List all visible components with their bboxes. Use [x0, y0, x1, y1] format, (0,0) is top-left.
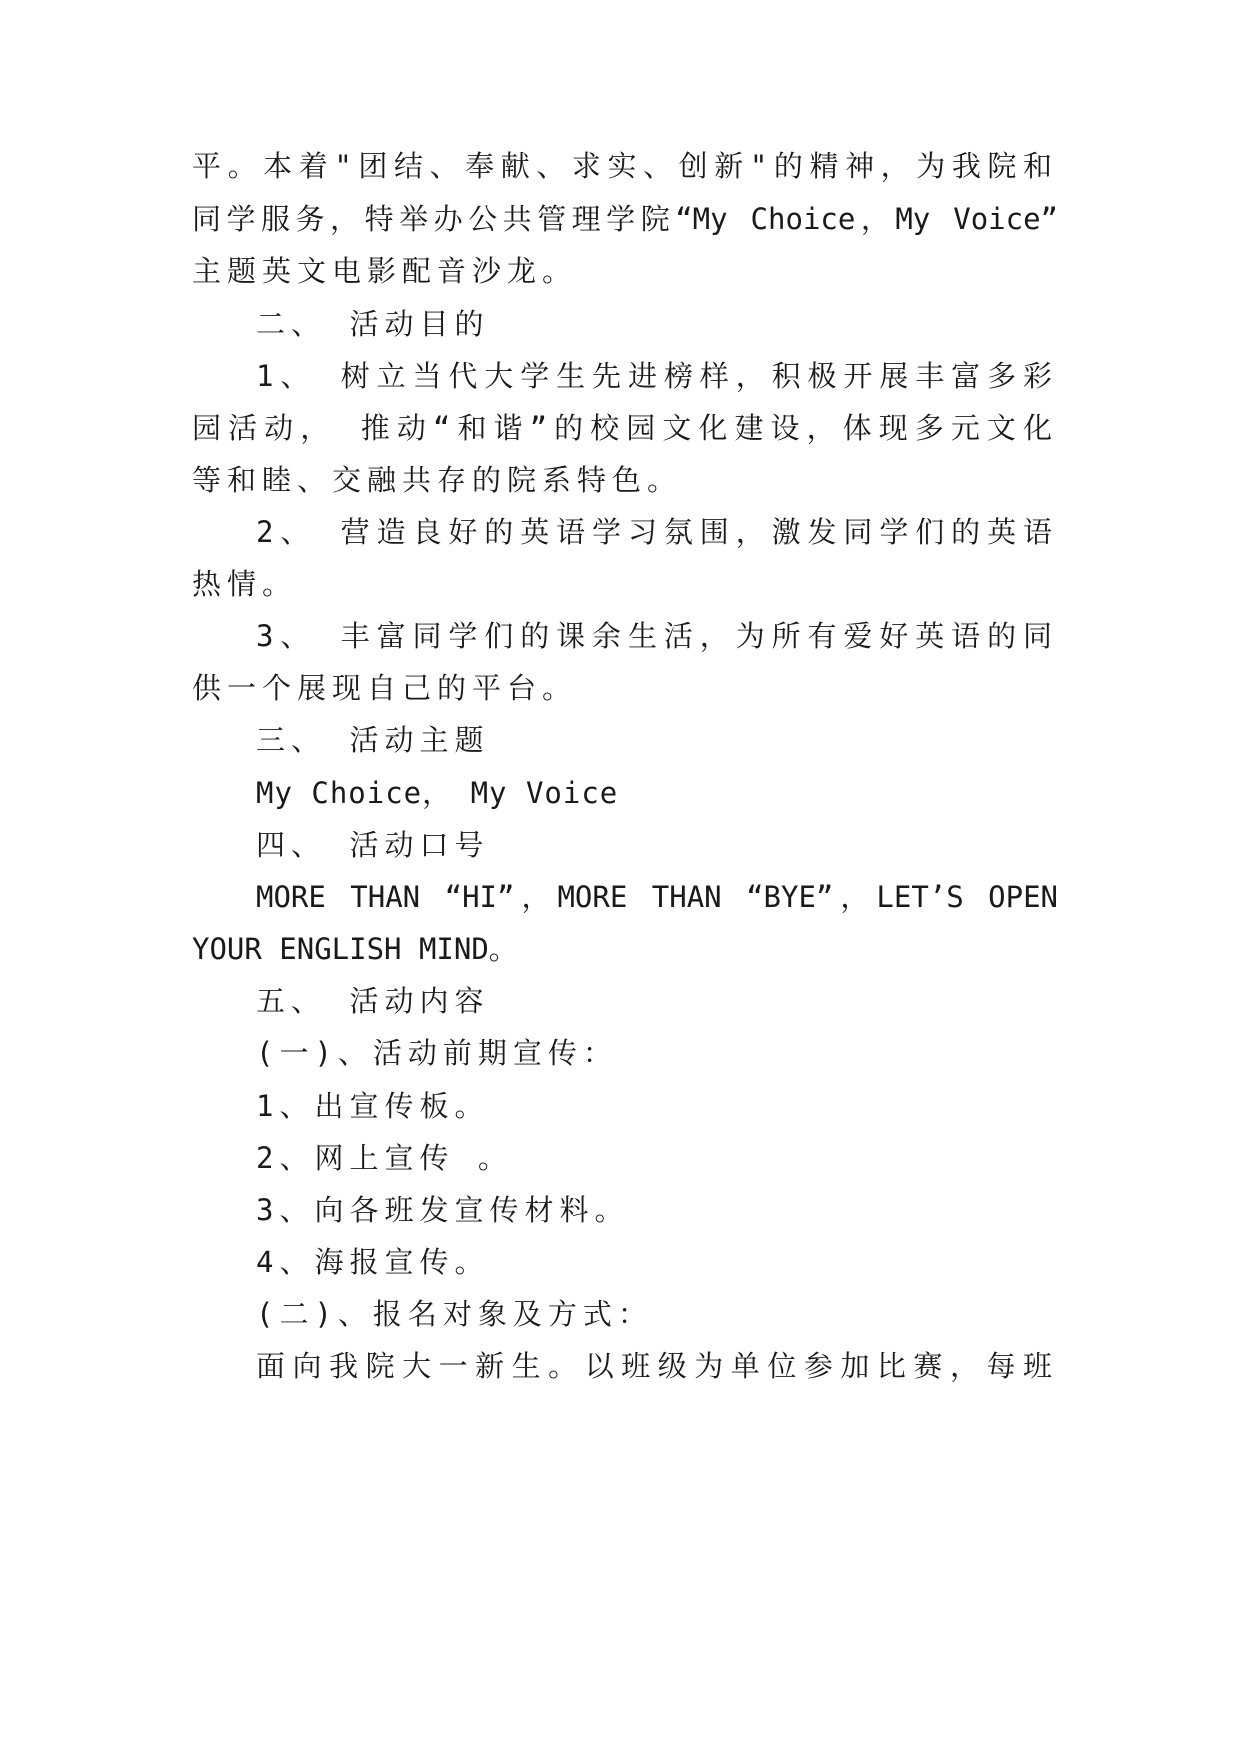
body-line-9: 热情。 — [192, 567, 298, 601]
body-line-8: 2、 营造良好的英语学习氛围，激发同学们的英语 — [256, 515, 1058, 549]
body-line-24: 面向我院大一新生。以班级为单位参加比赛，每班 — [256, 1349, 1058, 1383]
theme-text: My Choice， My Voice — [256, 776, 619, 810]
subsection-heading-1: (一)、活动前期宣传： — [256, 1036, 618, 1070]
section-heading-2: 二、 活动目的 — [256, 307, 490, 341]
slogan-line-1: MORE THAN “HI”，MORE THAN “BYE”，LET’S OPEN — [256, 880, 1058, 914]
section-heading-4: 四、 活动口号 — [256, 828, 490, 862]
section-heading-5: 五、 活动内容 — [256, 984, 490, 1018]
section-heading-3: 三、 活动主题 — [256, 723, 490, 757]
subsection-heading-2: (二)、报名对象及方式： — [256, 1297, 653, 1331]
list-item-3: 3、向各班发宣传材料。 — [256, 1193, 630, 1227]
body-line-11: 供一个展现自己的平台。 — [192, 671, 578, 705]
slogan-line-2: YOUR ENGLISH MIND。 — [192, 932, 518, 966]
body-line-5: 1、 树立当代大学生先进榜样，积极开展丰富多彩 — [256, 359, 1058, 393]
list-item-1: 1、出宣传板。 — [256, 1089, 490, 1123]
body-line-7: 等和睦、交融共存的院系特色。 — [192, 463, 683, 497]
list-item-4: 4、海报宣传。 — [256, 1245, 490, 1279]
body-line-3: 主题英文电影配音沙龙。 — [192, 254, 578, 288]
body-line-10: 3、 丰富同学们的课余生活，为所有爱好英语的同 — [256, 619, 1058, 653]
body-line-2: 同学服务，特举办公共管理学院“My Choice，My Voice” — [192, 202, 1058, 236]
body-line-1: 平。本着"团结、奉献、求实、创新"的精神，为我院和 — [192, 149, 1058, 183]
list-item-2: 2、网上宣传 。 — [256, 1141, 513, 1175]
body-line-6: 园活动， 推动“和谐”的校园文化建设，体现多元文化 — [192, 411, 1058, 445]
